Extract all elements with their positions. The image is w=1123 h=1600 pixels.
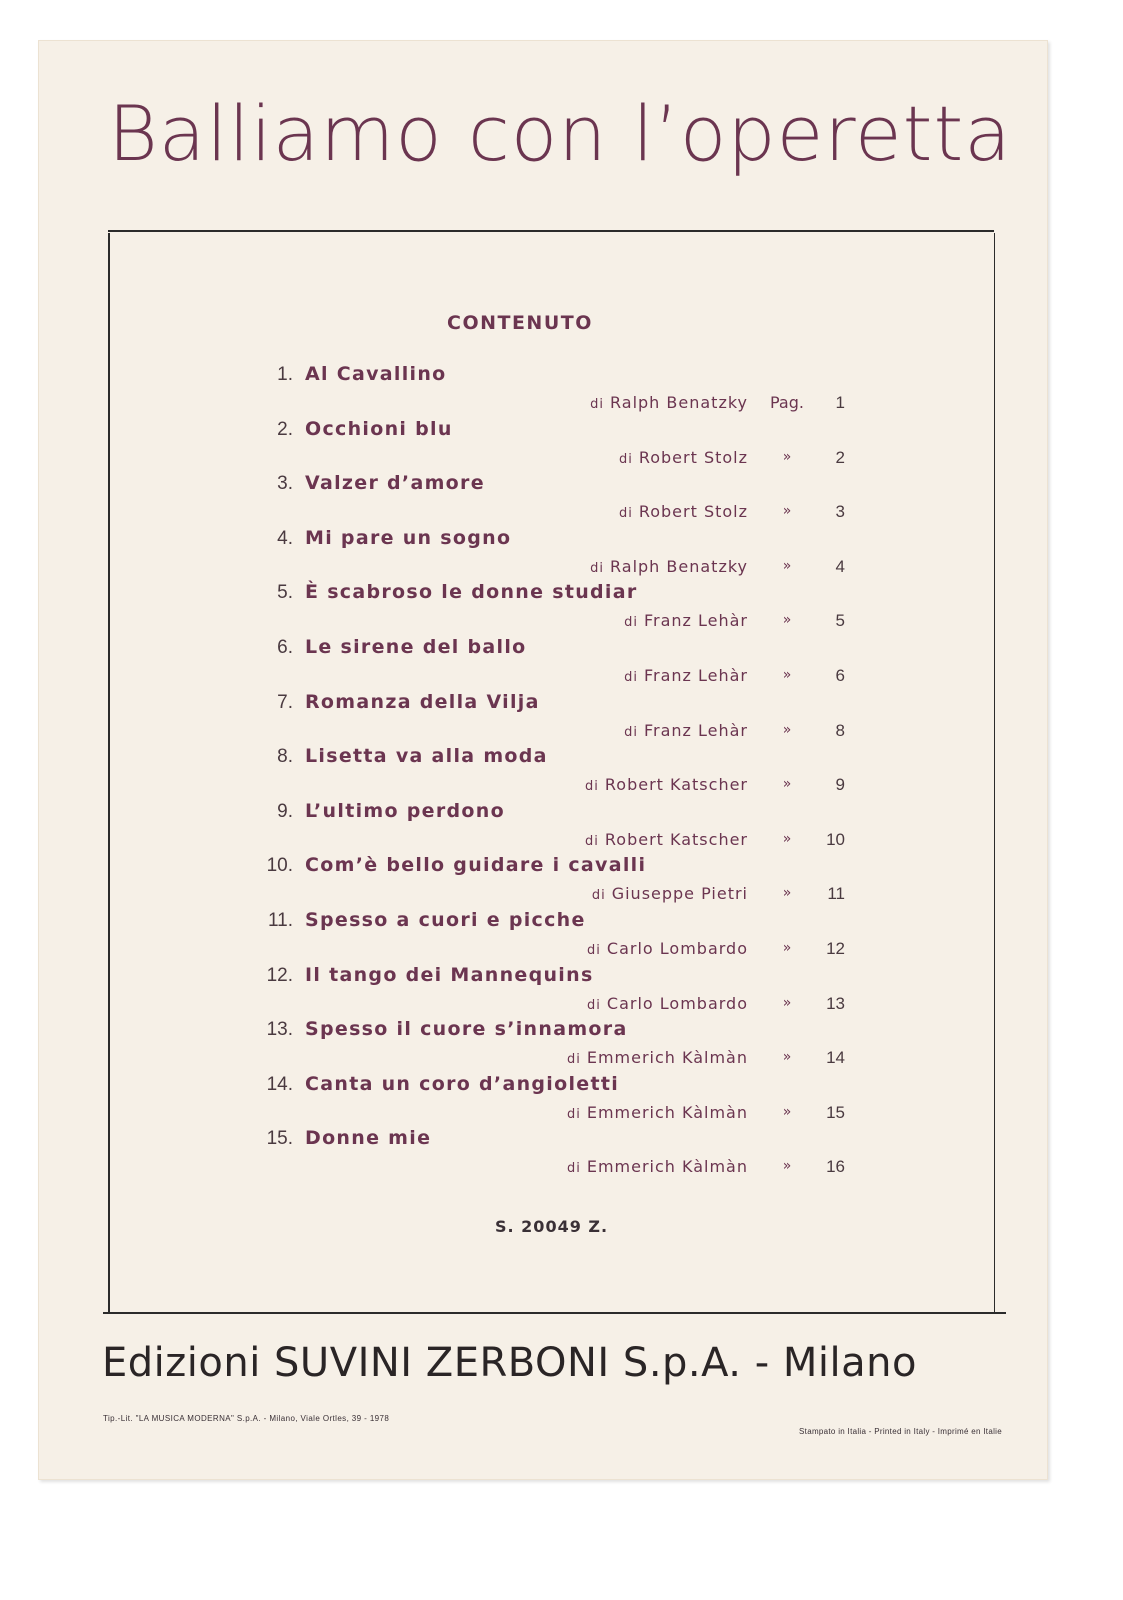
- entry-di-label: di: [624, 615, 638, 630]
- contents-entry: [0, 473, 1123, 529]
- entry-composer-line: [587, 994, 748, 1013]
- entry-marker: »: [782, 1049, 792, 1065]
- entry-page: 3: [835, 502, 845, 521]
- contents-entry: [0, 1019, 1123, 1075]
- entry-title: Lisetta va alla moda: [305, 745, 548, 767]
- entry-number: 5.: [277, 582, 293, 603]
- entry-title: Al Cavallino: [305, 363, 447, 385]
- entry-number: 12.: [266, 965, 293, 986]
- entry-composer: Robert Katscher: [604, 775, 748, 794]
- entry-composer-line: [587, 939, 748, 958]
- entry-composer-line: [567, 1048, 748, 1067]
- catalog-number: S. 20049 Z.: [495, 1217, 609, 1236]
- entry-title: Mi pare un sogno: [305, 527, 512, 549]
- entry-di-label: di: [587, 943, 601, 958]
- entry-title: L’ultimo perdono: [305, 800, 505, 822]
- entry-di-label: di: [624, 670, 638, 685]
- entry-page: 10: [826, 830, 845, 849]
- entry-composer-line: [590, 393, 748, 412]
- contents-entry: [0, 746, 1123, 802]
- contents-entry: [0, 419, 1123, 475]
- entry-number: 9.: [277, 801, 293, 822]
- contents-entry: [0, 528, 1123, 584]
- entry-composer-line: [585, 830, 748, 849]
- entry-title: Occhioni blu: [305, 418, 453, 440]
- printed-in-note: Stampato in Italia - Printed in Italy - Imprimé en Italie: [799, 1427, 1002, 1436]
- entry-marker: »: [782, 885, 792, 901]
- entry-composer-line: [590, 557, 748, 576]
- entry-di-label: di: [591, 888, 606, 903]
- contents-entry: [0, 910, 1123, 966]
- entry-composer-line: [624, 666, 748, 685]
- entry-number: 14.: [266, 1074, 293, 1095]
- entry-number: 2.: [277, 419, 293, 440]
- entry-composer: Emmerich Kàlmàn: [586, 1048, 748, 1067]
- entry-di-label: di: [624, 725, 638, 740]
- entry-marker: »: [782, 776, 792, 792]
- entry-composer: Franz Lehàr: [643, 666, 748, 685]
- contents-heading: CONTENUTO: [447, 312, 593, 334]
- entry-di-label: di: [566, 1052, 581, 1067]
- entry-marker: »: [782, 503, 792, 519]
- entry-composer: Carlo Lombardo: [606, 994, 748, 1013]
- entry-title: Il tango dei Mannequins: [305, 964, 594, 986]
- entry-marker: »: [782, 667, 792, 683]
- entry-number: 1.: [277, 364, 293, 385]
- entry-marker: Pag.: [770, 393, 804, 412]
- entry-di-label: di: [587, 998, 601, 1013]
- top-rule: [108, 230, 994, 232]
- entry-page: 6: [835, 666, 845, 685]
- entry-page: 16: [826, 1157, 845, 1176]
- entry-number: 8.: [277, 746, 293, 767]
- entry-number: 11.: [267, 910, 293, 931]
- entry-number: 3.: [277, 473, 293, 494]
- entry-composer: Carlo Lombardo: [606, 939, 748, 958]
- entry-page: 4: [835, 557, 845, 576]
- entry-title: Com’è bello guidare i cavalli: [305, 854, 647, 876]
- entry-title: È scabroso le donne studiar: [305, 581, 638, 603]
- entry-composer-line: [619, 448, 748, 467]
- contents-entry: [0, 1128, 1123, 1184]
- entry-page: 9: [835, 775, 845, 794]
- bottom-rule: [103, 1312, 1006, 1314]
- entry-number: 7.: [277, 692, 293, 713]
- entry-marker: »: [782, 612, 792, 628]
- entry-composer: Emmerich Kàlmàn: [586, 1103, 748, 1122]
- entry-marker: »: [782, 558, 792, 574]
- printer-imprint: Tip.-Lit. "LA MUSICA MODERNA" S.p.A. - Milano, Viale Ortles, 39 - 1978: [103, 1414, 390, 1423]
- entry-page: 11: [827, 884, 845, 903]
- entry-title: Spesso il cuore s’innamora: [305, 1018, 628, 1040]
- entry-composer: Ralph Benatzky: [610, 557, 748, 576]
- entry-composer-line: [592, 884, 748, 903]
- entry-page: 12: [826, 939, 845, 958]
- publisher-name: Edizioni SUVINI ZERBONI S.p.A. - Milano: [102, 1340, 917, 1386]
- entry-page: 13: [826, 994, 845, 1013]
- entry-marker: »: [782, 722, 792, 738]
- entry-marker: »: [782, 1158, 792, 1174]
- entry-marker: »: [782, 449, 792, 465]
- entry-composer-line: [624, 611, 748, 630]
- contents-entry: [0, 692, 1123, 748]
- entry-number: 13.: [266, 1019, 293, 1040]
- entry-composer-line: [585, 775, 748, 794]
- entry-title: Spesso a cuori e picche: [305, 909, 586, 931]
- entry-di-label: di: [566, 1107, 581, 1122]
- entry-number: 15.: [266, 1128, 293, 1149]
- cover-title: Balliamo con l’operetta: [108, 89, 1012, 178]
- entry-page: 15: [826, 1103, 845, 1122]
- entry-composer: Robert Katscher: [604, 830, 748, 849]
- entry-marker: »: [782, 940, 792, 956]
- contents-entry: [0, 801, 1123, 857]
- entry-page: 2: [835, 448, 845, 467]
- entry-di-label: di: [590, 561, 604, 576]
- entry-di-label: di: [585, 779, 599, 794]
- entry-di-label: di: [618, 506, 633, 521]
- entry-composer: Emmerich Kàlmàn: [586, 1157, 748, 1176]
- entry-title: Valzer d’amore: [305, 472, 485, 494]
- entry-composer: Ralph Benatzky: [610, 393, 748, 412]
- entry-composer: Giuseppe Pietri: [611, 884, 748, 903]
- entry-composer: Robert Stolz: [638, 502, 748, 521]
- entry-marker: »: [782, 1104, 792, 1120]
- entry-composer: Robert Stolz: [638, 448, 748, 467]
- entry-di-label: di: [566, 1161, 581, 1176]
- entry-composer-line: [567, 1103, 748, 1122]
- entry-composer-line: [624, 721, 748, 740]
- entry-number: 4.: [277, 528, 293, 549]
- contents-entry: [0, 364, 1123, 420]
- entry-di-label: di: [590, 397, 604, 412]
- entry-composer-line: [619, 502, 748, 521]
- entry-number: 6.: [277, 637, 293, 658]
- entry-number: 10.: [266, 855, 293, 876]
- entry-composer: Franz Lehàr: [643, 721, 748, 740]
- entry-page: 14: [826, 1048, 845, 1067]
- entry-page: 1: [835, 393, 845, 412]
- entry-page: 5: [835, 611, 845, 630]
- contents-entry: [0, 855, 1123, 911]
- entry-di-label: di: [585, 834, 599, 849]
- entry-title: Le sirene del ballo: [305, 636, 527, 658]
- entry-marker: »: [782, 831, 792, 847]
- contents-entry: [0, 965, 1123, 1021]
- entry-marker: »: [782, 995, 792, 1011]
- entry-title: Donne mie: [305, 1127, 432, 1149]
- entry-title: Romanza della Vilja: [305, 691, 540, 713]
- contents-entry: [0, 582, 1123, 638]
- contents-entry: [0, 637, 1123, 693]
- entry-page: 8: [835, 721, 845, 740]
- entry-composer-line: [567, 1157, 748, 1176]
- entry-di-label: di: [618, 452, 633, 467]
- entry-title: Canta un coro d’angioletti: [305, 1073, 620, 1095]
- entry-composer: Franz Lehàr: [643, 611, 748, 630]
- contents-entry: [0, 1074, 1123, 1130]
